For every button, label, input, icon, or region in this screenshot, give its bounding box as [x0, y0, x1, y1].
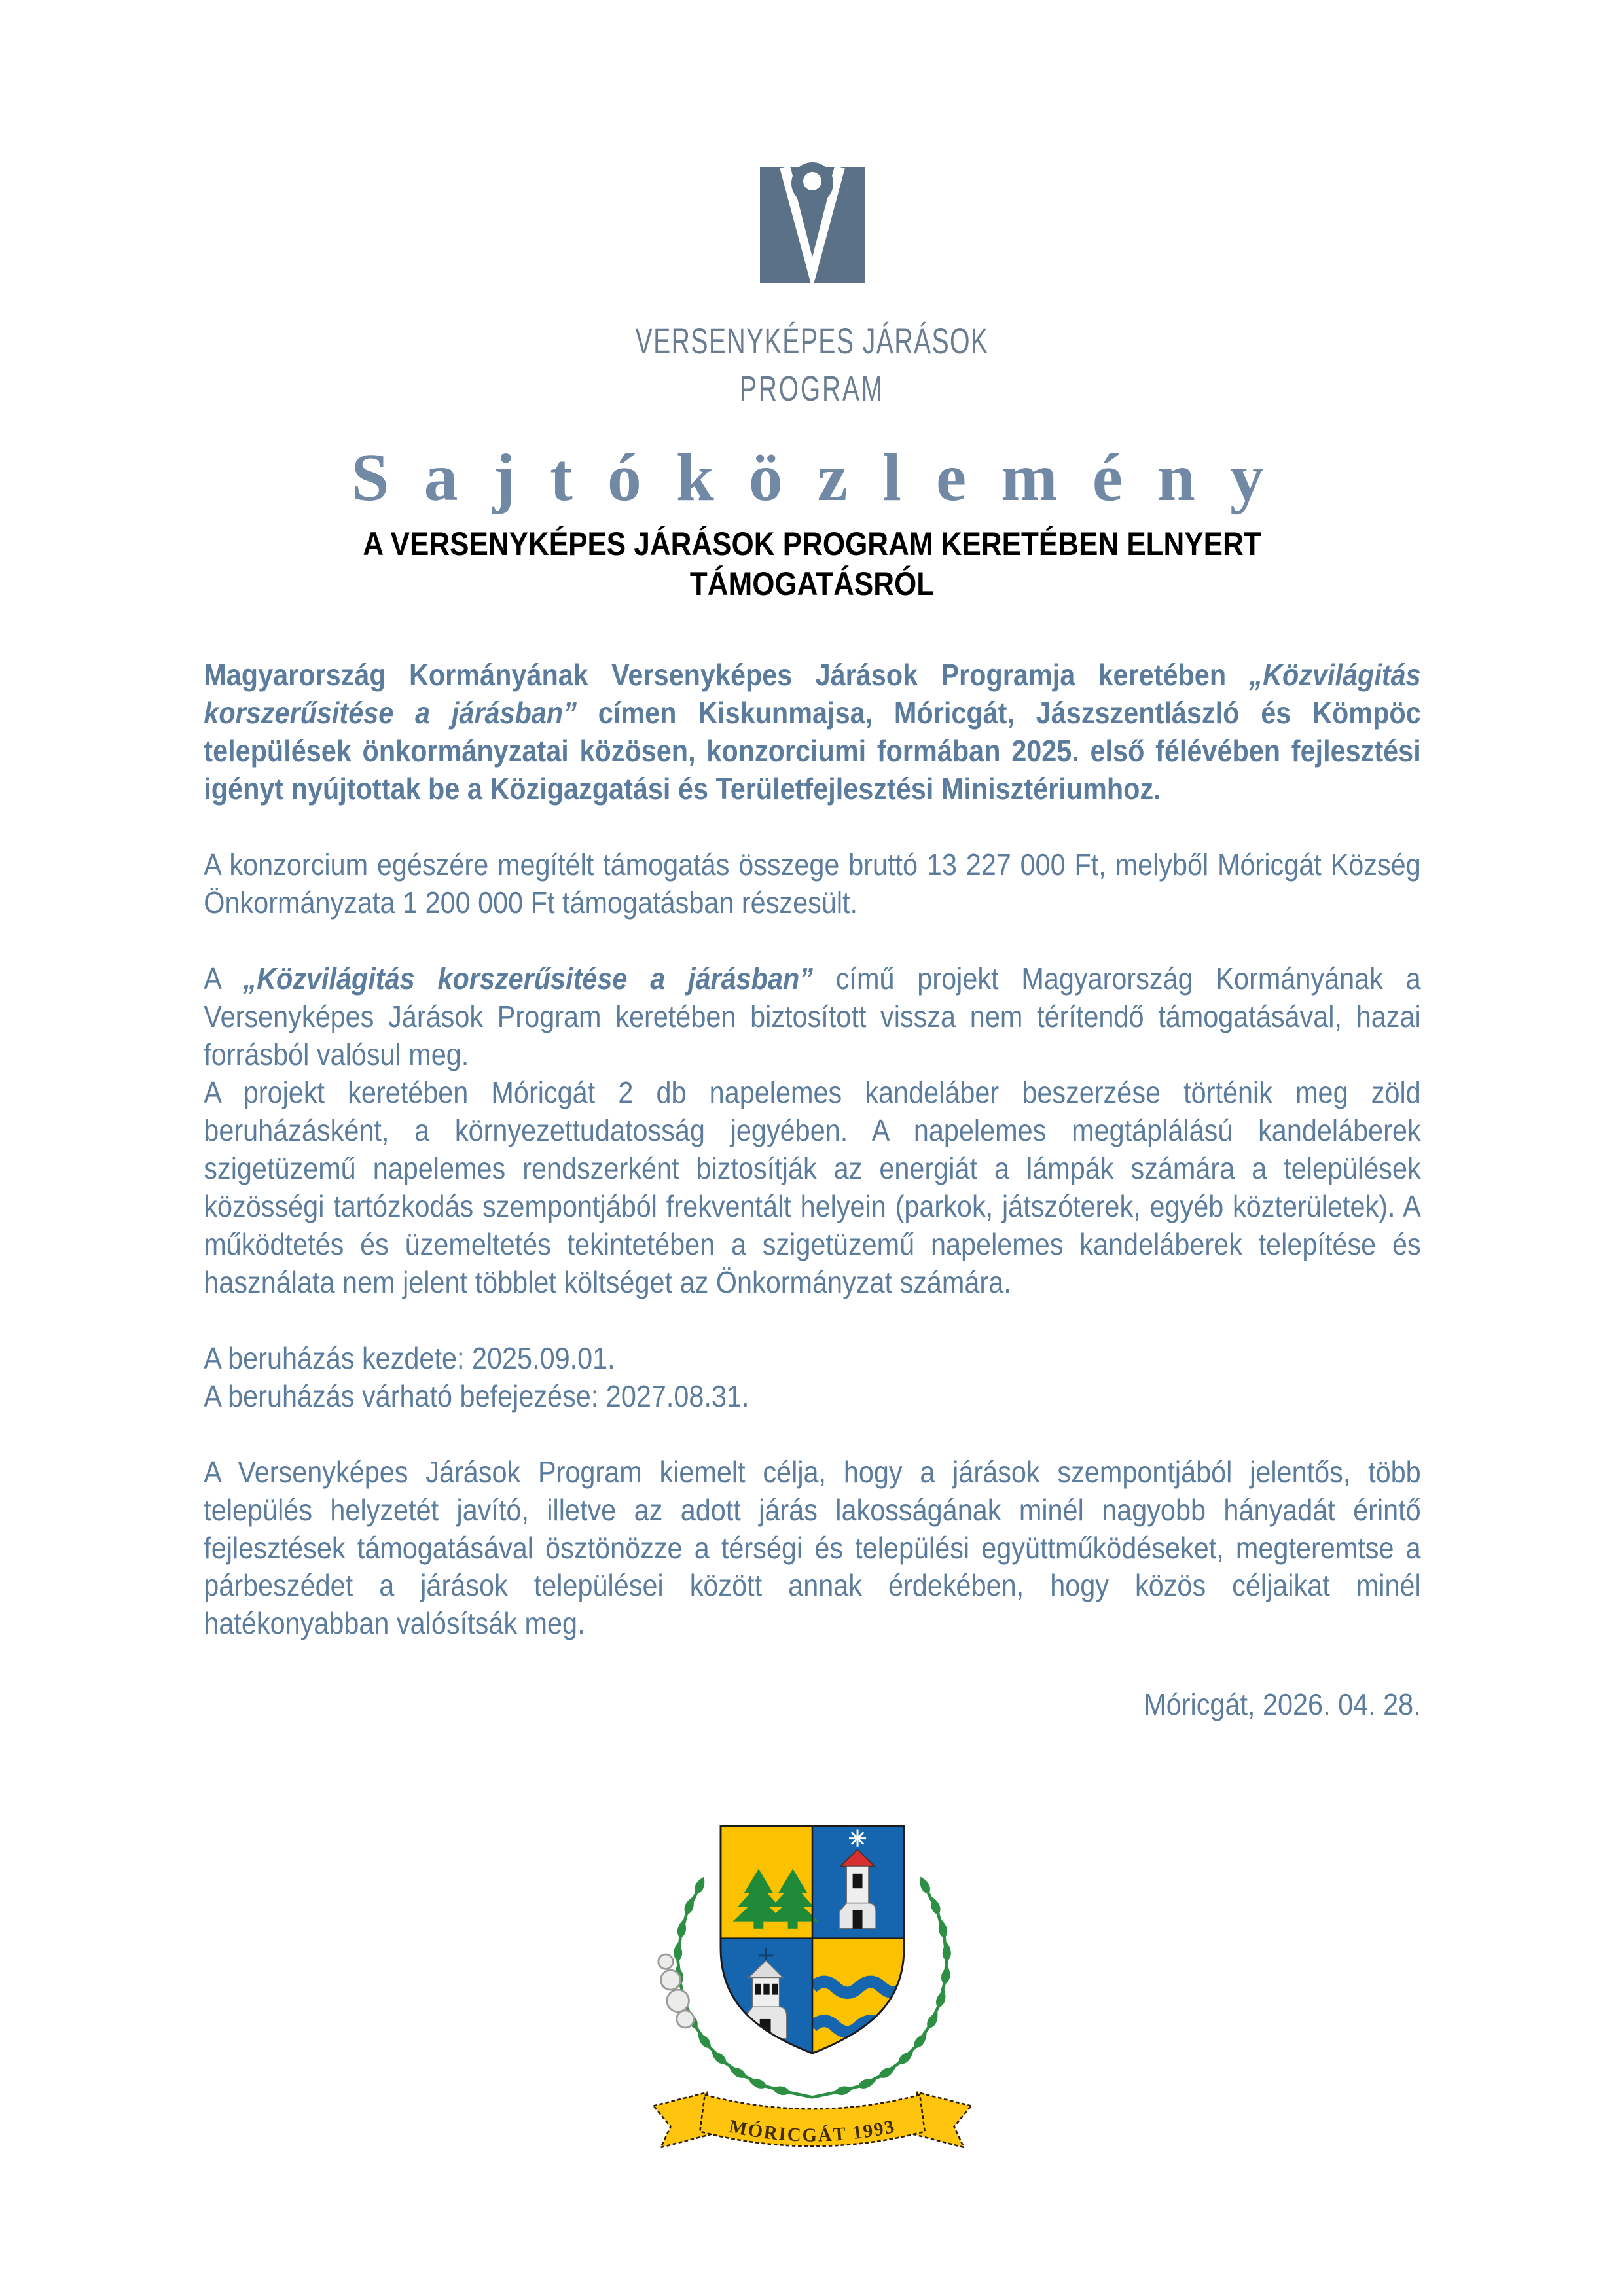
paragraph: Magyarország Kormányának Versenyképes Járások Programja keretében „Közvilágitás korszerűsitése a járásban” címen Kiskunmajsa, Móricgát, Jászszentlászló és Kömpöc települések önkormányzatai közösen, konzorciumi formában 2025. első félévében fejlesztési igényt nyújtottak be a Közigazgatási és Területfejlesztési Minisztériumhoz.: [203, 658, 1421, 806]
ribbon-text-path: MÓRICGÁT 1993: [727, 2115, 897, 2146]
body-text: [204, 656, 1420, 1724]
ribbon-banner: [653, 2092, 971, 2147]
logo-wordmark-line1: VERSENYKÉPES JÁRÁSOK: [635, 320, 989, 361]
paragraph: A konzorcium egészére megítélt támogatás összege bruttó 13 227 000 Ft, melyből Móricgát Község Önkormányzata 1 200 000 Ft támogatásban részesült.: [203, 848, 1421, 920]
paragraph: A projekt keretében Móricgát 2 db napelemes kandeláber beszerzése történik meg zöld beruházásként, a környezettudatosság jegyében. A napelemes megtáplálású kandeláberek szigetüzemű napelemes rendszerként biztosítják az energiát a lámpák számára a települések közösségi tartózkodás szempontjából frekventált helyein (parkok, játszóterek, egyéb közterületek). A működtetés és üzemeltetés tekintetében a szigetüzemű napelemes kandeláberek telepítése és használata nem jelent többlet költséget az Önkormányzat számára.: [203, 1075, 1421, 1299]
paragraph: A „Közvilágitás korszerűsitése a járásban” című projekt Magyarország Kormányának a Versenyképes Járások Program keretében biztosított vissza nem térítendő támogatásával, hazai forrásból valósul meg.: [203, 961, 1421, 1072]
coat-of-arms-image: [629, 1801, 996, 2181]
paragraph: A beruházás kezdete: 2025.09.01.: [203, 1340, 615, 1375]
date-line: Móricgát, 2026. 04. 28.: [1143, 1687, 1421, 1722]
paragraph: A Versenyképes Járások Program kiemelt célja, hogy a járások szempontjából jelentős, több település helyzetét javító, illetve az adott járás lakosságának minél nagyobb hányadát érintő fejlesztések támogatásával ösztönözze a térségi és települési együttműködéseket, megteremtse a párbeszédet a járások települései között annak érdekében, hogy közös céljaikat minél hatékonyabban valósítsák meg.: [203, 1454, 1421, 1641]
page-subtitle: [98, 524, 1526, 604]
page-subtitle-line1: A VERSENYKÉPES JÁRÁSOK PROGRAM KERETÉBEN ELNYERT: [363, 526, 1261, 563]
moricgat-coat-of-arms: [26, 1801, 1598, 2184]
logo-program-row: [0, 368, 1624, 409]
logo-wordmark-line2: PROGRAM: [739, 369, 885, 408]
page-title: S a j t ó k ö z l e m é n y: [351, 440, 1273, 515]
wreath-flowers: [658, 1954, 693, 2028]
paragraph: A beruházás várható befejezése: 2027.08.31.: [203, 1378, 749, 1413]
page-subtitle-line2: TÁMOGATÁSRÓL: [689, 565, 935, 603]
location-pin-icon: [757, 147, 868, 286]
program-logo: [0, 147, 1624, 409]
hungarian-flag-right-icon: [926, 376, 1030, 402]
hungarian-flag-left-icon: [594, 376, 698, 402]
